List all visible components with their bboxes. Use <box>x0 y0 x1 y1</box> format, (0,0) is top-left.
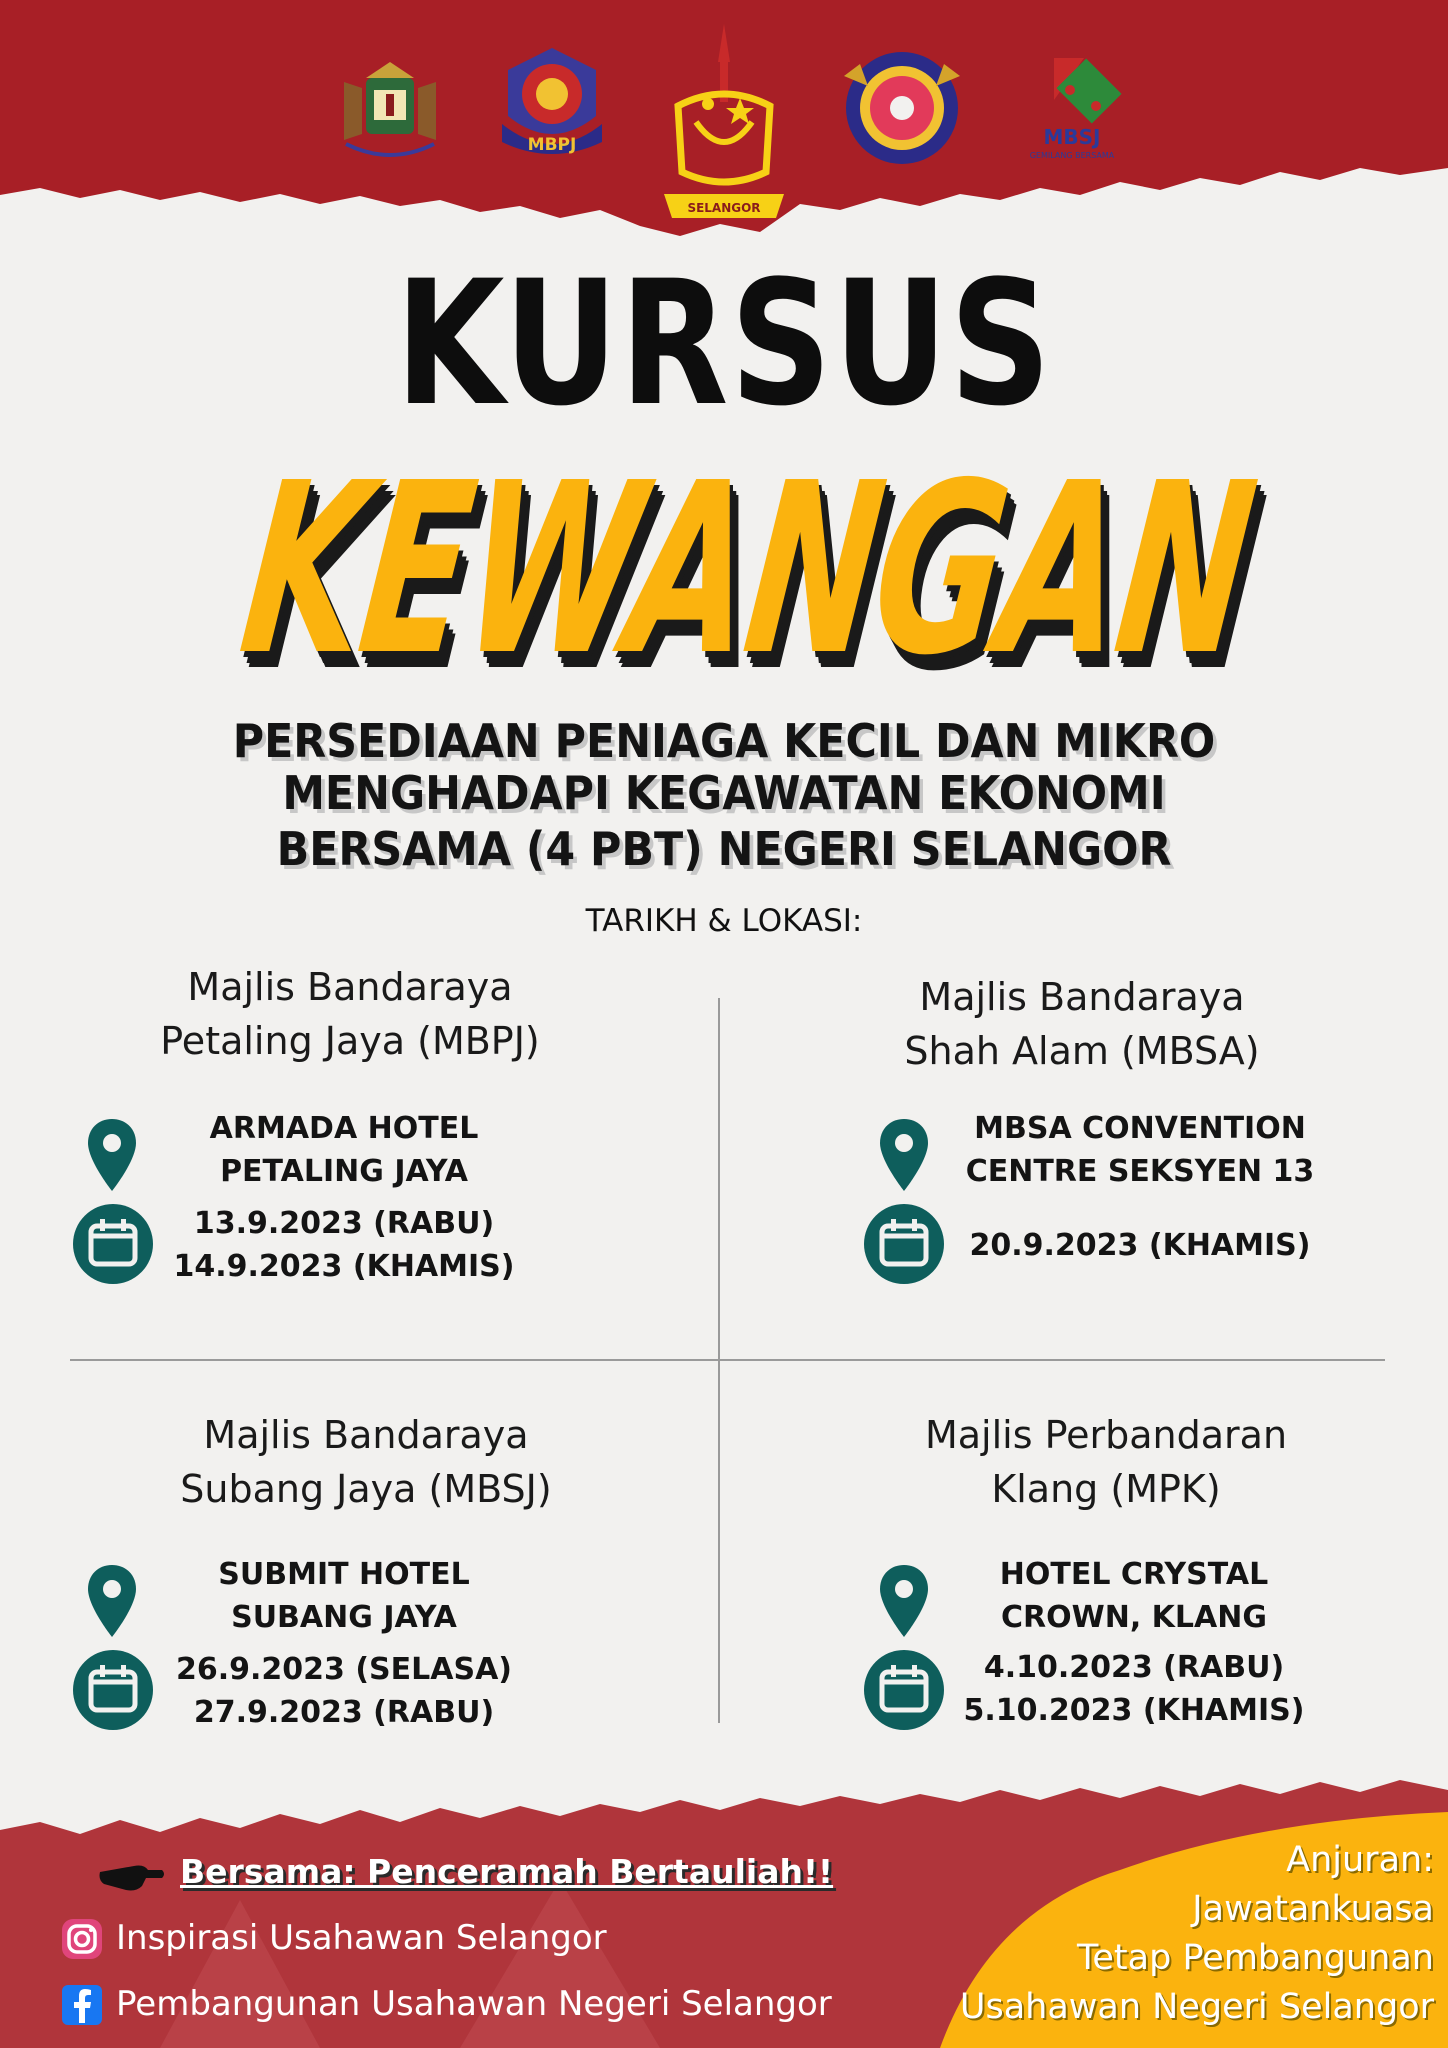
section-label-tarikh-lokasi: TARIKH & LOKASI: <box>585 903 863 939</box>
council-name-line-2: Subang Jaya (MBSJ) <box>180 1467 552 1511</box>
mbsa-logo <box>838 46 966 170</box>
venue-name-line-1: HOTEL CRYSTAL <box>999 1557 1269 1592</box>
council-name-line-2: Shah Alam (MBSA) <box>904 1029 1260 1073</box>
mbsj-logo-tagline: GEMILANG BERSAMA <box>1029 151 1115 160</box>
subtitle-line-1: PERSEDIAAN PENIAGA KECIL DAN MIKRO <box>232 714 1216 768</box>
venue-name <box>150 1107 538 1193</box>
event-date-1: 13.9.2023 (RABU) <box>193 1206 495 1241</box>
venue-name-line-1: MBSA CONVENTION <box>974 1111 1306 1146</box>
organizer-line-1: Jawatankuasa <box>1192 1889 1434 1929</box>
council-name-line-1: Majlis Bandaraya <box>203 1413 529 1457</box>
selangor-logo-text: SELANGOR <box>687 201 761 215</box>
title-kewangan: KEWANGAN <box>230 432 1265 707</box>
event-date-2: 14.9.2023 (KHAMIS) <box>173 1249 515 1284</box>
instagram-icon <box>60 1917 104 1961</box>
calendar-icon <box>864 1650 944 1730</box>
calendar-icon <box>73 1204 153 1284</box>
council-name-line-2: Petaling Jaya (MBPJ) <box>160 1019 540 1063</box>
venue-name <box>150 1553 538 1639</box>
facebook-page[interactable]: Pembangunan Usahawan Negeri Selangor <box>116 1984 832 2024</box>
event-dates <box>150 1202 538 1288</box>
venue-name-line-1: ARMADA HOTEL <box>209 1111 479 1146</box>
council-name-line-1: Majlis Bandaraya <box>919 975 1245 1019</box>
grid-divider-horizontal <box>70 1359 1385 1361</box>
location-pin-icon <box>877 1563 931 1639</box>
location-pin-icon <box>877 1117 931 1193</box>
subtitle-line-2: MENGHADAPI KEGAWATAN EKONOMI <box>282 766 1166 820</box>
council-name-line-2: Klang (MPK) <box>991 1467 1221 1511</box>
organizer-line-2: Tetap Pembangunan <box>1076 1938 1434 1978</box>
venue-name-line-2: PETALING JAYA <box>220 1154 468 1189</box>
mpk-crest-logo <box>336 48 444 166</box>
council-name-line-1: Majlis Bandaraya <box>187 965 513 1009</box>
mbpj-logo <box>496 44 608 164</box>
selangor-crest-logo <box>656 22 792 228</box>
pointing-hand-icon <box>96 1854 166 1894</box>
event-date-1: 20.9.2023 (KHAMIS) <box>969 1228 1311 1263</box>
event-date-2: 5.10.2023 (KHAMIS) <box>963 1693 1305 1728</box>
event-dates <box>940 1224 1340 1267</box>
subtitle-line-3: BERSAMA (4 PBT) NEGERI SELANGOR <box>276 822 1172 876</box>
venue-name-line-2: SUBANG JAYA <box>231 1600 457 1635</box>
organizer-label: Anjuran: <box>1286 1840 1434 1880</box>
event-dates <box>150 1648 538 1734</box>
venue-name-line-1: SUBMIT HOTEL <box>218 1557 470 1592</box>
event-dates <box>940 1646 1328 1732</box>
facebook-icon <box>60 1983 104 2027</box>
organizer-line-3: Usahawan Negeri Selangor <box>959 1987 1434 2027</box>
mbsj-logo-text: MBSJ <box>1043 125 1101 149</box>
location-pin-icon <box>85 1117 139 1193</box>
council-name <box>76 1408 656 1516</box>
event-date-1: 26.9.2023 (SELASA) <box>175 1652 513 1687</box>
mbpj-logo-text: MBPJ <box>527 135 577 155</box>
mbsj-logo <box>1024 50 1134 168</box>
venue-name <box>940 1553 1328 1639</box>
speaker-note: Bersama: Penceramah Bertauliah!! <box>180 1852 834 1891</box>
council-name <box>792 970 1372 1078</box>
venue-name-line-2: CROWN, KLANG <box>1001 1600 1267 1635</box>
event-date-2: 27.9.2023 (RABU) <box>193 1695 495 1730</box>
calendar-icon <box>73 1650 153 1730</box>
event-date-1: 4.10.2023 (RABU) <box>983 1650 1285 1685</box>
venue-name-line-2: CENTRE SEKSYEN 13 <box>965 1154 1315 1189</box>
council-name <box>60 960 640 1068</box>
calendar-icon <box>864 1204 944 1284</box>
location-pin-icon <box>85 1563 139 1639</box>
council-name <box>816 1408 1396 1516</box>
council-name-line-1: Majlis Perbandaran <box>924 1413 1288 1457</box>
instagram-handle[interactable]: Inspirasi Usahawan Selangor <box>116 1918 607 1958</box>
venue-name <box>940 1107 1340 1193</box>
title-kursus: KURSUS <box>395 243 1053 444</box>
